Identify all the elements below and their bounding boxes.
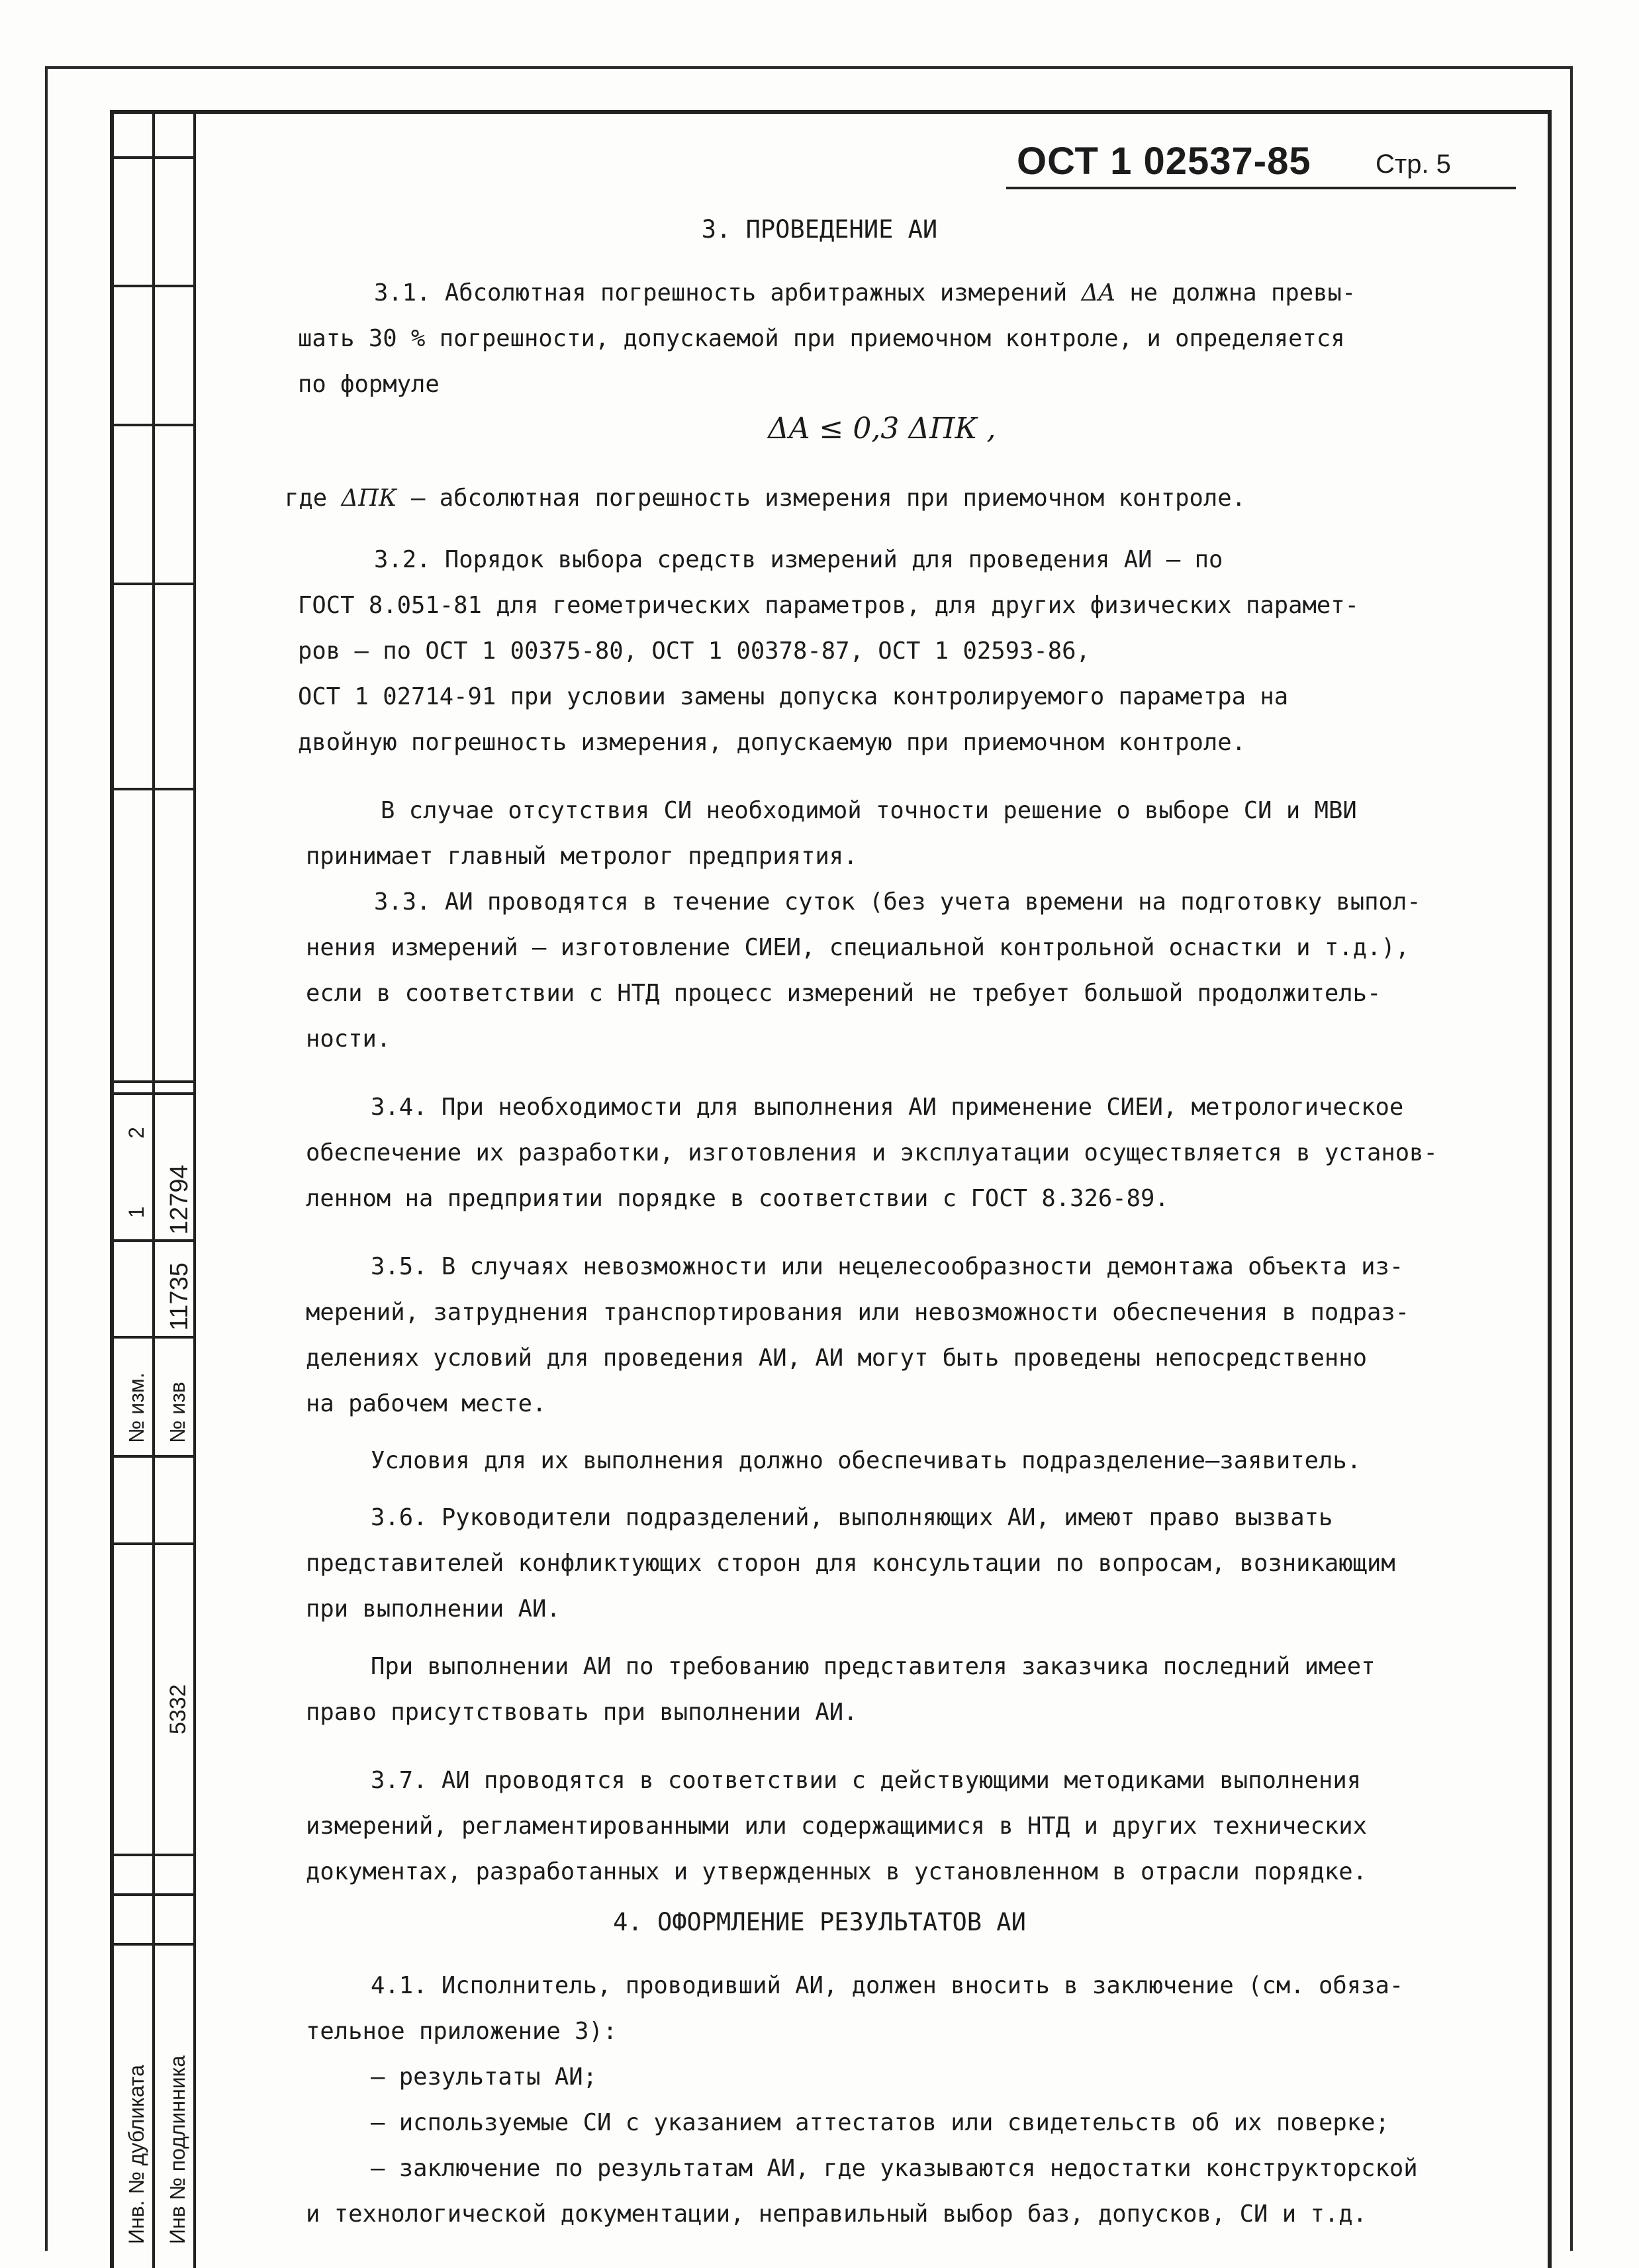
page-number: Стр. 5	[1376, 150, 1451, 179]
list-item: – используемые СИ с указанием аттестатов или свидетельств об их поверке;	[371, 2109, 1389, 2136]
paragraph-3-5-line: 3.5. В случаях невозможности или нецелесообразности демонтажа объекта из-	[371, 1253, 1404, 1280]
paragraph-3-2-note-line: В случае отсутствия СИ необходимой точности решение о выборе СИ и МВИ	[381, 797, 1357, 824]
paragraph-3-4-line: обеспечение их разработки, изготовления и эксплуатации осуществляется в установ-	[306, 1139, 1438, 1166]
margin-row-line	[110, 1080, 193, 1083]
margin-row-line	[110, 1336, 193, 1339]
paragraph-3-2-line: ров – по ОСТ 1 00375-80, ОСТ 1 00378-87, ОСТ 1 02593-86,	[298, 638, 1090, 665]
paragraph-3-1-line: шать 30 % погрешности, допускаемой при приемочном контроле, и определяется	[298, 325, 1345, 352]
margin-row-line	[110, 1943, 193, 1946]
margin-row-line	[110, 424, 193, 426]
paragraph-4-1-line: и технологической документации, неправильный выбор баз, допусков, СИ и т.д.	[306, 2200, 1367, 2228]
margin-row-line	[110, 1455, 193, 1458]
paragraph-3-6-note-line: право присутствовать при выполнении АИ.	[306, 1699, 858, 1726]
delta-pk-symbol: ΔПК	[341, 485, 397, 512]
list-item: – результаты АИ;	[371, 2063, 597, 2091]
paragraph-3-1-line: где ΔПК – абсолютная погрешность измерения при приемочном контроле.	[285, 485, 1246, 512]
margin-row-line	[110, 583, 193, 585]
paragraph-3-4-line: 3.4. При необходимости для выполнения АИ применение СИЕИ, метрологическое	[371, 1094, 1404, 1121]
paragraph-3-2-line: ГОСТ 8.051-81 для геометрических параметров, для других физических парамет-	[298, 592, 1359, 619]
margin-row-line	[110, 1542, 193, 1545]
paragraph-3-2-line: 3.2. Порядок выбора средств измерений для проведения АИ – по	[374, 546, 1223, 573]
paragraph-3-2-line: ОСТ 1 02714-91 при условии замены допуска контролируемого параметра на	[298, 683, 1289, 710]
section-3-heading: 3. ПРОВЕДЕНИЕ АИ	[701, 215, 938, 244]
delta-a-symbol: ΔA	[1081, 279, 1115, 307]
paragraph-3-3-line: ности.	[306, 1025, 391, 1053]
paragraph-3-5-line: делениях условий для проведения АИ, АИ могут быть проведены непосредственно	[306, 1345, 1367, 1372]
list-item: – заключение по результатам АИ, где указываются недостатки конструкторской	[371, 2155, 1418, 2182]
paragraph-3-6-line: 3.6. Руководители подразделений, выполняющих АИ, имеют право вызвать	[371, 1504, 1333, 1531]
paragraph-3-5-line: мерений, затруднения транспортирования или невозможности обеспечения в подраз-	[306, 1299, 1410, 1326]
notice-number-value: 12794	[165, 1164, 193, 1235]
paragraph-3-7-line: 3.7. АИ проводятся в соответствии с действующими методиками выполнения	[371, 1767, 1362, 1794]
inventory-number-value: 5332	[165, 1684, 191, 1734]
duplicate-inventory-label: Инв. № дубликата	[124, 2064, 148, 2244]
paragraph-3-6-note-line: При выполнении АИ по требованию представителя заказчика последний имеет	[371, 1653, 1376, 1680]
paragraph-3-6-line: представителей конфликтующих сторон для консультации по вопросам, возникающим	[306, 1550, 1395, 1577]
margin-row-line	[110, 1854, 193, 1856]
document-code: ОСТ 1 02537-85	[1017, 140, 1311, 183]
section-4-heading: 4. ОФОРМЛЕНИЕ РЕЗУЛЬТАТОВ АИ	[613, 1908, 1026, 1936]
margin-row-line	[110, 1893, 193, 1896]
paragraph-3-3-line: если в соответствии с НТД процесс измерений не требует большой продолжитель-	[306, 980, 1381, 1007]
margin-row-line	[110, 1092, 193, 1095]
paragraph-3-1-line: по формуле	[298, 371, 440, 398]
formula: ΔA ≤ 0,3 ΔПК ,	[768, 412, 996, 446]
paragraph-3-2-note-line: принимает главный метролог предприятия.	[306, 843, 858, 870]
paragraph-3-6-line: при выполнении АИ.	[306, 1595, 561, 1623]
original-inventory-label: Инв № подлинника	[165, 2055, 189, 2244]
paragraph-3-7-line: документах, разработанных и утвержденных в установленном в отрасли порядке.	[306, 1858, 1367, 1885]
margin-row-line	[110, 156, 193, 159]
change-number-label: № изм.	[124, 1372, 148, 1443]
margin-row-line	[110, 1239, 193, 1242]
notice-number-value: 11735	[165, 1262, 193, 1331]
paragraph-4-1-line: 4.1. Исполнитель, проводивший АИ, должен вносить в заключение (см. обяза-	[371, 1972, 1404, 1999]
header-underline	[1006, 187, 1516, 189]
paragraph-4-1-line: тельное приложение 3):	[306, 2018, 618, 2045]
margin-row-line	[110, 788, 193, 790]
margin-row-line	[110, 285, 193, 287]
paragraph-3-1-line: 3.1. Абсолютная погрешность арбитражных измерений ΔA не должна превы-	[374, 279, 1356, 307]
paragraph-3-3-line: 3.3. АИ проводятся в течение суток (без учета времени на подготовку выпол-	[374, 888, 1421, 916]
paragraph-3-4-line: ленном на предприятии порядке в соответствии с ГОСТ 8.326-89.	[306, 1185, 1169, 1212]
change-number-cell: 2	[124, 1127, 148, 1139]
paragraph-3-5-note: Условия для их выполнения должно обеспечивать подразделение–заявитель.	[371, 1447, 1362, 1474]
paragraph-3-3-line: нения измерений – изготовление СИЕИ, специальной контрольной оснастки и т.д.),	[306, 934, 1410, 961]
paragraph-3-2-line: двойную погрешность измерения, допускаемую при приемочном контроле.	[298, 729, 1246, 756]
change-number-cell: 1	[124, 1206, 148, 1218]
paragraph-3-7-line: измерений, регламентированными или содержащимися в НТД и других технических	[306, 1813, 1367, 1840]
paragraph-3-5-line: на рабочем месте.	[306, 1390, 547, 1417]
notice-number-label: № изв	[165, 1382, 189, 1443]
